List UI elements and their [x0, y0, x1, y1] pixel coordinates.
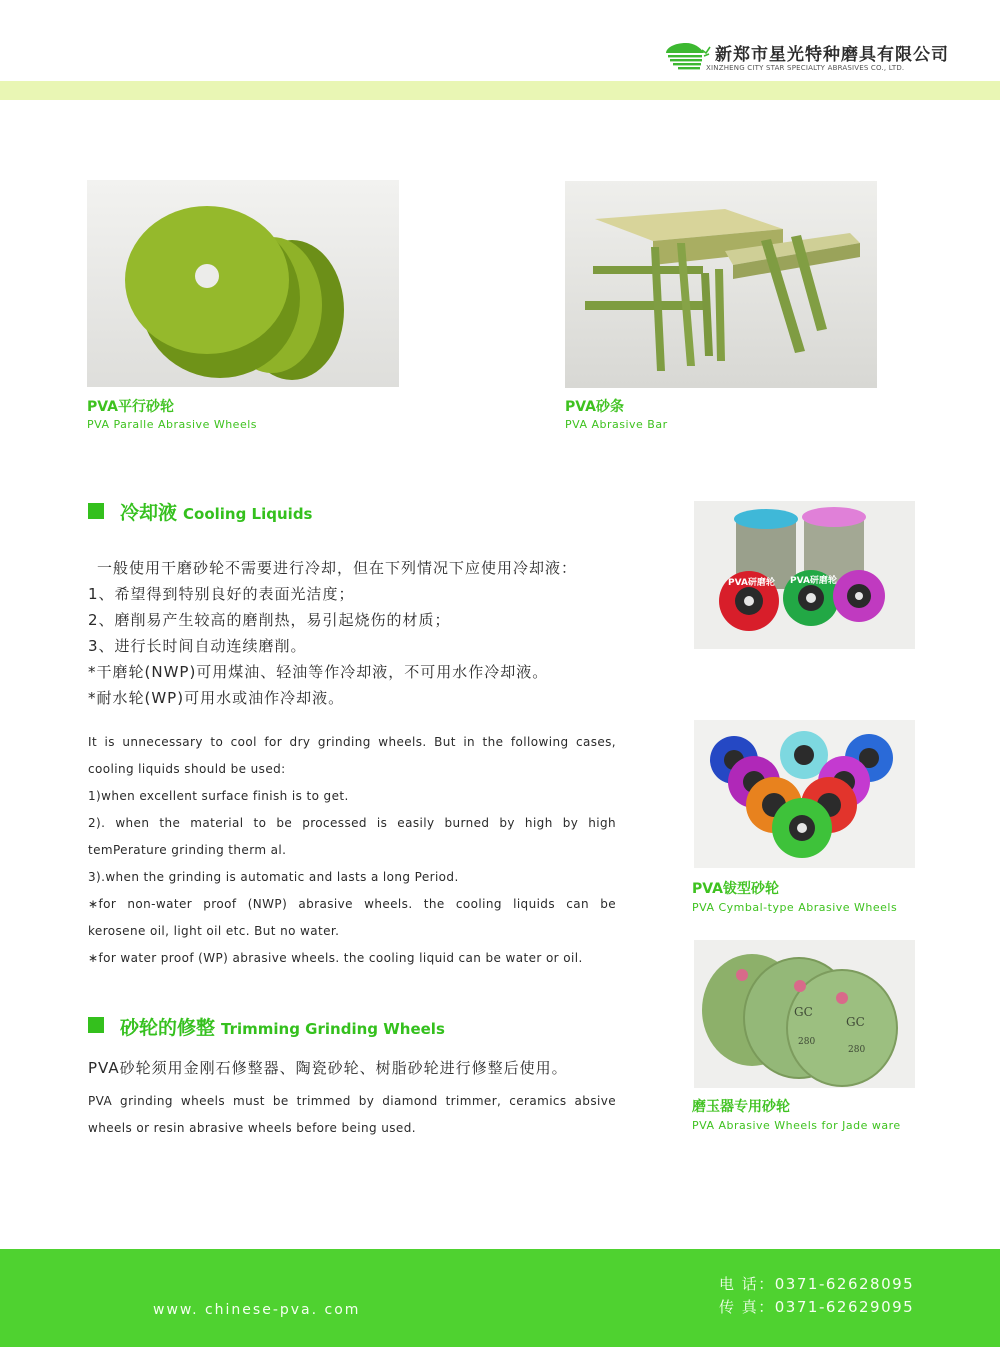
cooling-en-line: 2). when the material to be processed is easily burned by high by high	[88, 816, 616, 830]
trimming-title-cn: 砂轮的修整	[120, 1017, 216, 1039]
cymbal-wheel-label: PVA研磨轮	[790, 576, 837, 586]
trimming-title-en: Trimming Grinding Wheels	[221, 1020, 445, 1038]
cymbal-caption-en: PVA Cymbal-type Abrasive Wheels	[692, 901, 898, 914]
jade-wheels-photo	[694, 940, 915, 1088]
cooling-en-line: temPerature grinding therm al.	[88, 843, 287, 857]
pva-wheels-photo	[87, 180, 399, 387]
wheels-caption-en: PVA Paralle Abrasive Wheels	[87, 418, 257, 431]
cooling-en-line: It is unnecessary to cool for dry grinding wheels. But in the following cases,	[88, 735, 616, 749]
bar-caption-en: PVA Abrasive Bar	[565, 418, 668, 431]
trimming-section-title	[120, 1013, 445, 1040]
cooling-en-line: kerosene oil, light oil etc. But no water.	[88, 924, 340, 938]
jade-wheel-code: GC	[846, 1015, 865, 1029]
jade-wheel-grit: 280	[848, 1045, 866, 1055]
jade-wheel-grit: 280	[798, 1037, 816, 1047]
header-band	[0, 81, 1000, 100]
fax-number: 传 真：0371-62629095	[719, 1298, 915, 1316]
cooling-en-line: cooling liquids should be used:	[88, 762, 286, 776]
company-name-en: XINZHENG CITY STAR SPECIALTY ABRASIVES CO., LTD.	[706, 64, 905, 72]
cooling-title-cn: 冷却液	[120, 502, 178, 524]
section-marker-trimming	[88, 1017, 104, 1033]
cooling-title-en: Cooling Liquids	[183, 505, 313, 523]
website-link[interactable]: www. chinese-pva. com	[153, 1302, 361, 1318]
section-marker-cooling	[88, 503, 104, 519]
cooling-cn-line: *干磨轮(NWP)可用煤油、轻油等作冷却液，不可用水作冷却液。	[88, 663, 549, 681]
trimming-en-line: PVA grinding wheels must be trimmed by diamond trimmer, ceramics absive	[88, 1094, 616, 1108]
bar-caption-cn: PVA砂条	[565, 399, 624, 415]
jade-caption-cn: 磨玉器专用砂轮	[692, 1099, 790, 1115]
cooling-cn-line: *耐水轮(WP)可用水或油作冷却液。	[88, 689, 345, 707]
phone-number: 电 话：0371-62628095	[719, 1275, 915, 1293]
pva-bar-photo	[565, 181, 877, 388]
cymbal-wheel-label: PVA研磨轮	[728, 578, 775, 588]
cooling-en-line: 1)when excellent surface finish is to get.	[88, 789, 349, 803]
cooling-en-line: ∗for water proof (WP) abrasive wheels. the cooling liquid can be water or oil.	[88, 951, 583, 965]
cooling-en-line: ∗for non-water proof (NWP) abrasive wheels. the cooling liquids can be	[88, 897, 616, 911]
cooling-cn-line: 1、希望得到特别良好的表面光洁度；	[88, 585, 355, 603]
cooling-en-line: 3).when the grinding is automatic and lasts a long Period.	[88, 870, 459, 884]
trimming-cn-line: PVA砂轮须用金刚石修整器、陶瓷砂轮、树脂砂轮进行修整后使用。	[88, 1059, 568, 1077]
trimming-en-line: wheels or resin abrasive wheels before being used.	[88, 1121, 416, 1135]
cooling-cn-line: 一般使用干磨砂轮不需要进行冷却，但在下列情况下应使用冷却液：	[97, 559, 578, 577]
cooling-cn-line: 2、磨削易产生较高的磨削热，易引起烧伤的材质；	[88, 611, 451, 629]
jade-wheel-code: GC	[794, 1005, 813, 1019]
cymbal-caption-cn: PVA钹型砂轮	[692, 881, 779, 897]
cooling-section-title	[120, 498, 312, 525]
cymbal-stack-photo	[694, 501, 915, 649]
cooling-cn-line: 3、进行长时间自动连续磨削。	[88, 637, 307, 655]
wheels-caption-cn: PVA平行砂轮	[87, 399, 174, 415]
jade-caption-en: PVA Abrasive Wheels for Jade ware	[692, 1119, 901, 1132]
cymbal-wheels-photo	[694, 720, 915, 868]
company-name-cn: 新郑市星光特种磨具有限公司	[715, 45, 949, 65]
